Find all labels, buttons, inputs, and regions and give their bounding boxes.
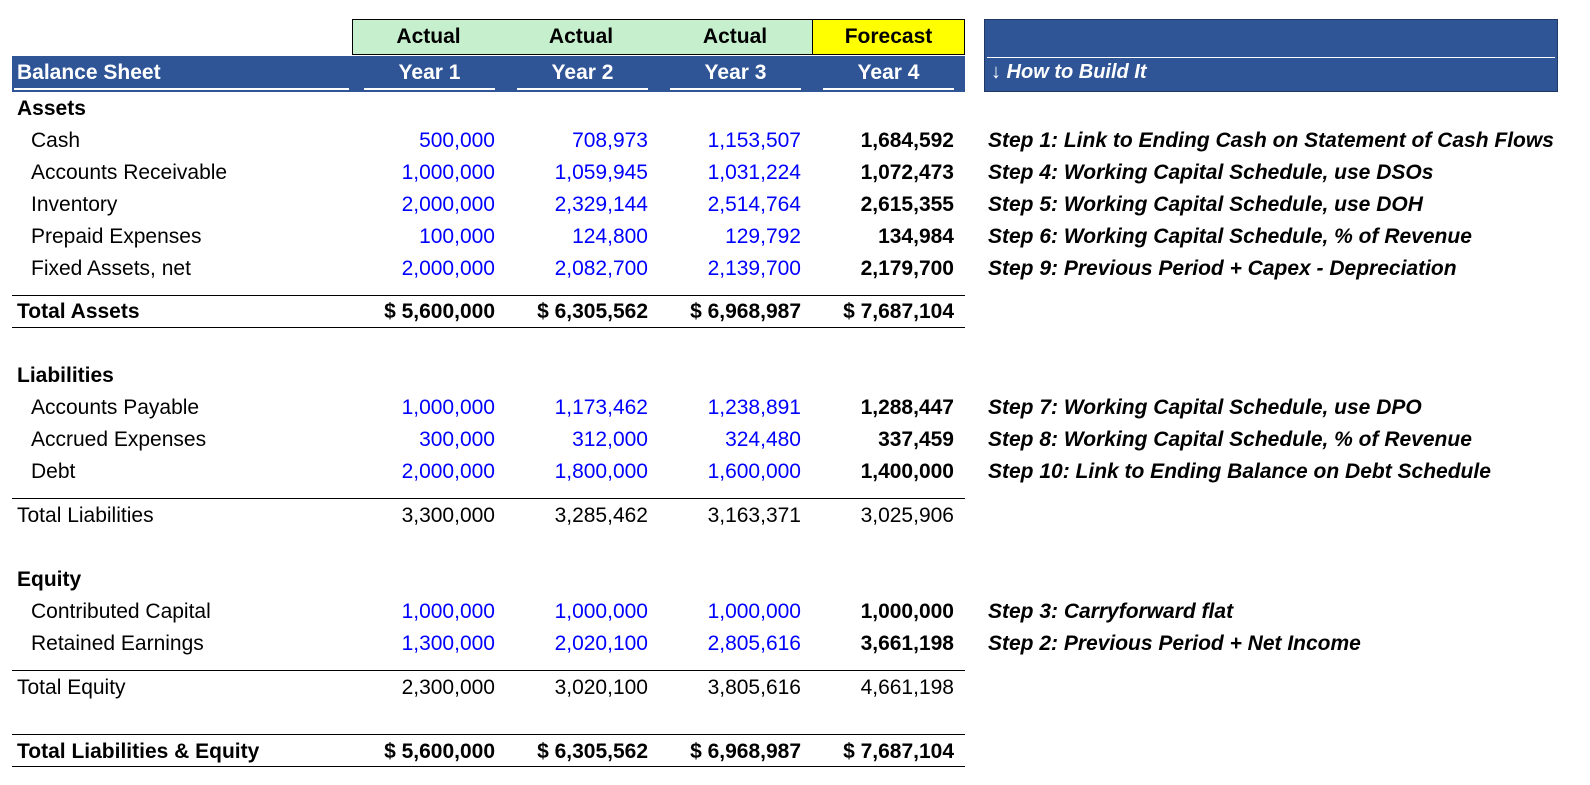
year-underline xyxy=(823,88,954,90)
total-assets-y1: $ 5,600,000 xyxy=(384,300,495,323)
total-le-y1: $ 5,600,000 xyxy=(384,740,495,763)
step-note-inventory: Step 5: Working Capital Schedule, use DOH xyxy=(988,193,1423,216)
cell-accrued-y1: 300,000 xyxy=(419,428,495,451)
cell-fixed-assets-y4: 2,179,700 xyxy=(860,257,954,280)
cell-contributed-y4: 1,000,000 xyxy=(860,600,954,623)
year-header-1: Year 1 xyxy=(398,61,461,84)
total-equity-top-border xyxy=(12,670,965,671)
column-type-forecast: Forecast xyxy=(812,19,965,55)
step-note-ap: Step 7: Working Capital Schedule, use DPO xyxy=(988,396,1422,419)
row-label-inventory: Inventory xyxy=(31,193,118,216)
cell-retained-y2: 2,020,100 xyxy=(554,632,648,655)
cell-ar-y4: 1,072,473 xyxy=(860,161,954,184)
total-assets-y3: $ 6,968,987 xyxy=(690,300,801,323)
section-assets: Assets xyxy=(17,97,86,120)
cell-fixed-assets-y1: 2,000,000 xyxy=(401,257,495,280)
total-le-bottom-border xyxy=(12,766,965,767)
title-underline xyxy=(14,88,349,90)
cell-contributed-y3: 1,000,000 xyxy=(707,600,801,623)
step-note-contributed: Step 3: Carryforward flat xyxy=(988,600,1234,623)
column-type-actual-2: Actual xyxy=(504,19,659,55)
cell-fixed-assets-y3: 2,139,700 xyxy=(707,257,801,280)
cell-inventory-y2: 2,329,144 xyxy=(554,193,648,216)
cell-debt-y4: 1,400,000 xyxy=(860,460,954,483)
cell-ap-y3: 1,238,891 xyxy=(707,396,801,419)
cell-contributed-y1: 1,000,000 xyxy=(401,600,495,623)
row-label-prepaid-expenses: Prepaid Expenses xyxy=(31,225,202,248)
cell-retained-y4: 3,661,198 xyxy=(860,632,954,655)
total-liabilities-y2: 3,285,462 xyxy=(554,504,648,527)
cell-inventory-y4: 2,615,355 xyxy=(860,193,954,216)
total-equity-y3: 3,805,616 xyxy=(707,676,801,699)
cell-ap-y2: 1,173,462 xyxy=(554,396,648,419)
year-header-4: Year 4 xyxy=(857,61,920,84)
cell-prepaid-y1: 100,000 xyxy=(419,225,495,248)
cell-prepaid-y2: 124,800 xyxy=(572,225,648,248)
total-liabilities-top-border xyxy=(12,498,965,499)
sheet-title: Balance Sheet xyxy=(17,61,161,84)
cell-debt-y2: 1,800,000 xyxy=(554,460,648,483)
step-note-prepaid: Step 6: Working Capital Schedule, % of Revenue xyxy=(988,225,1472,248)
cell-prepaid-y4: 134,984 xyxy=(878,225,954,248)
total-equity-label: Total Equity xyxy=(17,676,126,699)
row-label-accounts-payable: Accounts Payable xyxy=(31,396,200,419)
cell-cash-y1: 500,000 xyxy=(419,129,495,152)
year-header-3: Year 3 xyxy=(704,61,767,84)
row-label-cash: Cash xyxy=(31,129,81,152)
step-note-fixed-assets: Step 9: Previous Period + Capex - Depreciation xyxy=(988,257,1457,280)
column-type-actual-3: Actual xyxy=(658,19,813,55)
total-equity-y2: 3,020,100 xyxy=(554,676,648,699)
step-note-cash: Step 1: Link to Ending Cash on Statement of Cash Flows xyxy=(988,129,1554,152)
cell-ar-y1: 1,000,000 xyxy=(401,161,495,184)
year-underline xyxy=(364,88,495,90)
row-label-fixed-assets: Fixed Assets, net xyxy=(31,257,191,280)
cell-ar-y2: 1,059,945 xyxy=(554,161,648,184)
total-equity-y4: 4,661,198 xyxy=(860,676,954,699)
total-liabilities-y4: 3,025,906 xyxy=(860,504,954,527)
total-le-y3: $ 6,968,987 xyxy=(690,740,801,763)
year-underline xyxy=(517,88,648,90)
year-underline xyxy=(670,88,801,90)
step-note-accrued: Step 8: Working Capital Schedule, % of Revenue xyxy=(988,428,1472,451)
column-type-actual-1: Actual xyxy=(352,19,505,55)
row-label-accrued-expenses: Accrued Expenses xyxy=(31,428,207,451)
step-note-ar: Step 4: Working Capital Schedule, use DSOs xyxy=(988,161,1434,184)
cell-contributed-y2: 1,000,000 xyxy=(554,600,648,623)
cell-prepaid-y3: 129,792 xyxy=(725,225,801,248)
cell-cash-y2: 708,973 xyxy=(572,129,648,152)
total-assets-label: Total Assets xyxy=(17,300,140,323)
cell-fixed-assets-y2: 2,082,700 xyxy=(554,257,648,280)
section-liabilities: Liabilities xyxy=(17,364,114,387)
cell-retained-y1: 1,300,000 xyxy=(401,632,495,655)
total-assets-top-border xyxy=(12,295,965,296)
cell-retained-y3: 2,805,616 xyxy=(707,632,801,655)
how-to-build-header xyxy=(984,19,1558,92)
cell-cash-y4: 1,684,592 xyxy=(860,129,954,152)
cell-accrued-y2: 312,000 xyxy=(572,428,648,451)
row-label-contributed-capital: Contributed Capital xyxy=(31,600,211,623)
total-le-y2: $ 6,305,562 xyxy=(537,740,648,763)
how-to-build-label: ↓ How to Build It xyxy=(991,61,1147,83)
cell-debt-y3: 1,600,000 xyxy=(707,460,801,483)
cell-inventory-y3: 2,514,764 xyxy=(707,193,801,216)
total-assets-y4: $ 7,687,104 xyxy=(843,300,954,323)
cell-accrued-y4: 337,459 xyxy=(878,428,954,451)
row-label-accounts-receivable: Accounts Receivable xyxy=(31,161,228,184)
cell-accrued-y3: 324,480 xyxy=(725,428,801,451)
cell-ar-y3: 1,031,224 xyxy=(707,161,801,184)
total-assets-y2: $ 6,305,562 xyxy=(537,300,648,323)
total-liabilities-y3: 3,163,371 xyxy=(707,504,801,527)
cell-ap-y4: 1,288,447 xyxy=(860,396,954,419)
cell-debt-y1: 2,000,000 xyxy=(401,460,495,483)
cell-inventory-y1: 2,000,000 xyxy=(401,193,495,216)
step-note-debt: Step 10: Link to Ending Balance on Debt Schedule xyxy=(988,460,1491,483)
year-header-2: Year 2 xyxy=(551,61,614,84)
cell-cash-y3: 1,153,507 xyxy=(707,129,801,152)
total-assets-bottom-border xyxy=(12,327,965,328)
row-label-retained-earnings: Retained Earnings xyxy=(31,632,204,655)
total-liabilities-y1: 3,300,000 xyxy=(401,504,495,527)
section-equity: Equity xyxy=(17,568,82,591)
row-label-debt: Debt xyxy=(31,460,76,483)
total-le-y4: $ 7,687,104 xyxy=(843,740,954,763)
total-le-top-border xyxy=(12,734,965,735)
total-equity-y1: 2,300,000 xyxy=(401,676,495,699)
total-liabilities-label: Total Liabilities xyxy=(17,504,154,527)
step-note-retained: Step 2: Previous Period + Net Income xyxy=(988,632,1361,655)
total-le-label: Total Liabilities & Equity xyxy=(17,740,260,763)
cell-ap-y1: 1,000,000 xyxy=(401,396,495,419)
